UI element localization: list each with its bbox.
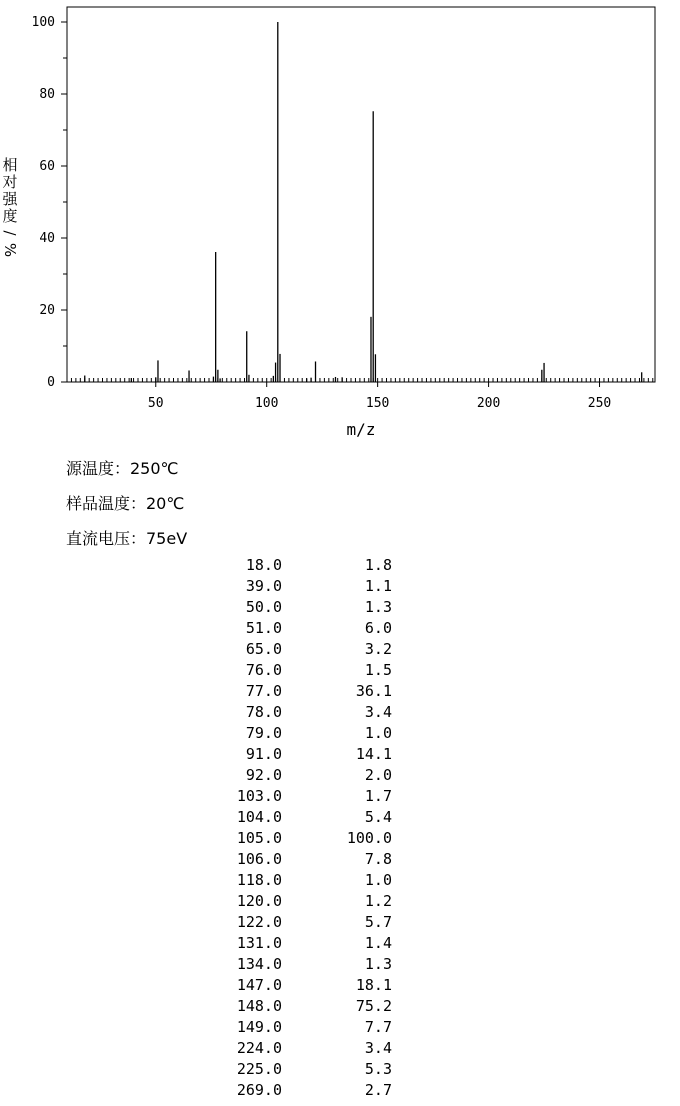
mz-value: 120.0 bbox=[236, 892, 282, 910]
table-row bbox=[200, 807, 392, 828]
table-row bbox=[200, 639, 392, 660]
mz-value: 147.0 bbox=[236, 976, 282, 994]
intensity-value: 36.1 bbox=[355, 682, 392, 700]
mz-value: 224.0 bbox=[236, 1039, 282, 1057]
intensity-value: 5.7 bbox=[364, 913, 392, 931]
peak-table bbox=[200, 555, 392, 1101]
y-tick-label: 40 bbox=[39, 231, 55, 246]
intensity-value: 1.4 bbox=[364, 934, 392, 952]
intensity-value: 18.1 bbox=[355, 976, 392, 994]
mz-value: 78.0 bbox=[245, 703, 282, 721]
intensity-value: 5.3 bbox=[364, 1060, 392, 1078]
intensity-value: 6.0 bbox=[364, 619, 392, 637]
intensity-value: 2.0 bbox=[364, 766, 392, 784]
table-row bbox=[200, 870, 392, 891]
intensity-value: 14.1 bbox=[355, 745, 392, 763]
y-tick-label: 20 bbox=[39, 303, 55, 318]
x-tick-label: 50 bbox=[147, 396, 164, 411]
y-title-char: / bbox=[1, 230, 19, 236]
x-tick-label: 150 bbox=[365, 396, 390, 411]
table-row bbox=[200, 660, 392, 681]
table-row bbox=[200, 618, 392, 639]
y-tick-label: 60 bbox=[39, 159, 55, 174]
intensity-value: 1.3 bbox=[364, 598, 392, 616]
mz-value: 225.0 bbox=[236, 1060, 282, 1078]
mz-value: 105.0 bbox=[236, 829, 282, 847]
x-tick-label: 100 bbox=[254, 396, 279, 411]
intensity-value: 3.2 bbox=[364, 640, 392, 658]
y-title-char: 度 bbox=[2, 207, 18, 225]
intensity-value: 75.2 bbox=[355, 997, 392, 1015]
sample-temperature: 样品温度：20℃ bbox=[66, 494, 185, 513]
table-row bbox=[200, 954, 392, 975]
dc-voltage: 直流电压：75eV bbox=[66, 529, 188, 548]
mz-value: 76.0 bbox=[245, 661, 282, 679]
table-row bbox=[200, 576, 392, 597]
mz-value: 104.0 bbox=[236, 808, 282, 826]
x-tick-label: 200 bbox=[476, 396, 501, 411]
table-row bbox=[200, 1059, 392, 1080]
intensity-value: 3.4 bbox=[364, 703, 392, 721]
mz-value: 91.0 bbox=[245, 745, 282, 763]
intensity-value: 100.0 bbox=[346, 829, 392, 847]
table-row bbox=[200, 1038, 392, 1059]
y-axis-title bbox=[1, 156, 19, 257]
intensity-value: 7.8 bbox=[364, 850, 392, 868]
intensity-value: 1.7 bbox=[364, 787, 392, 805]
table-row bbox=[200, 786, 392, 807]
y-title-char: % bbox=[1, 242, 19, 258]
intensity-value: 2.7 bbox=[364, 1081, 392, 1099]
mz-value: 106.0 bbox=[236, 850, 282, 868]
intensity-value: 1.0 bbox=[364, 724, 392, 742]
intensity-value: 1.3 bbox=[364, 955, 392, 973]
mz-value: 77.0 bbox=[245, 682, 282, 700]
x-tick-label: 250 bbox=[587, 396, 612, 411]
table-row bbox=[200, 744, 392, 765]
mz-value: 149.0 bbox=[236, 1018, 282, 1036]
table-row bbox=[200, 828, 392, 849]
mz-value: 50.0 bbox=[245, 598, 282, 616]
mz-value: 65.0 bbox=[245, 640, 282, 658]
intensity-value: 1.2 bbox=[364, 892, 392, 910]
intensity-value: 3.4 bbox=[364, 1039, 392, 1057]
spectrum-peaks bbox=[85, 22, 642, 382]
mz-value: 103.0 bbox=[236, 787, 282, 805]
x-axis-ticks bbox=[148, 382, 611, 411]
y-title-char: 相 bbox=[2, 156, 18, 174]
intensity-value: 7.7 bbox=[364, 1018, 392, 1036]
table-row bbox=[200, 681, 392, 702]
table-row bbox=[200, 765, 392, 786]
table-row bbox=[200, 555, 392, 576]
plot-frame bbox=[67, 7, 655, 382]
table-row bbox=[200, 996, 392, 1017]
y-tick-label: 80 bbox=[39, 87, 55, 102]
table-row bbox=[200, 702, 392, 723]
source-temperature: 源温度：250℃ bbox=[66, 459, 179, 478]
intensity-value: 1.5 bbox=[364, 661, 392, 679]
intensity-value: 5.4 bbox=[364, 808, 392, 826]
mz-value: 269.0 bbox=[236, 1081, 282, 1099]
minor-ticks bbox=[71, 378, 652, 382]
table-row bbox=[200, 1080, 392, 1101]
y-tick-label: 100 bbox=[31, 15, 55, 30]
table-row bbox=[200, 891, 392, 912]
table-row bbox=[200, 597, 392, 618]
table-row bbox=[200, 1017, 392, 1038]
mz-value: 122.0 bbox=[236, 913, 282, 931]
table-row bbox=[200, 849, 392, 870]
mz-value: 51.0 bbox=[245, 619, 282, 637]
intensity-value: 1.1 bbox=[364, 577, 392, 595]
mz-value: 39.0 bbox=[245, 577, 282, 595]
y-title-char: 强 bbox=[2, 190, 18, 208]
mz-value: 131.0 bbox=[236, 934, 282, 952]
y-title-char: 对 bbox=[2, 173, 18, 191]
y-axis-ticks bbox=[32, 15, 67, 390]
table-row bbox=[200, 723, 392, 744]
intensity-value: 1.8 bbox=[364, 556, 392, 574]
mz-value: 148.0 bbox=[236, 997, 282, 1015]
table-row bbox=[200, 933, 392, 954]
mz-value: 92.0 bbox=[245, 766, 282, 784]
mz-value: 134.0 bbox=[236, 955, 282, 973]
table-row bbox=[200, 975, 392, 996]
mz-value: 18.0 bbox=[245, 556, 282, 574]
x-axis-title: m/z bbox=[346, 420, 376, 439]
mz-value: 79.0 bbox=[245, 724, 282, 742]
intensity-value: 1.0 bbox=[364, 871, 392, 889]
mass-spectrum-chart bbox=[0, 0, 680, 450]
mz-value: 118.0 bbox=[236, 871, 282, 889]
y-tick-label: 0 bbox=[47, 375, 55, 390]
table-row bbox=[200, 912, 392, 933]
